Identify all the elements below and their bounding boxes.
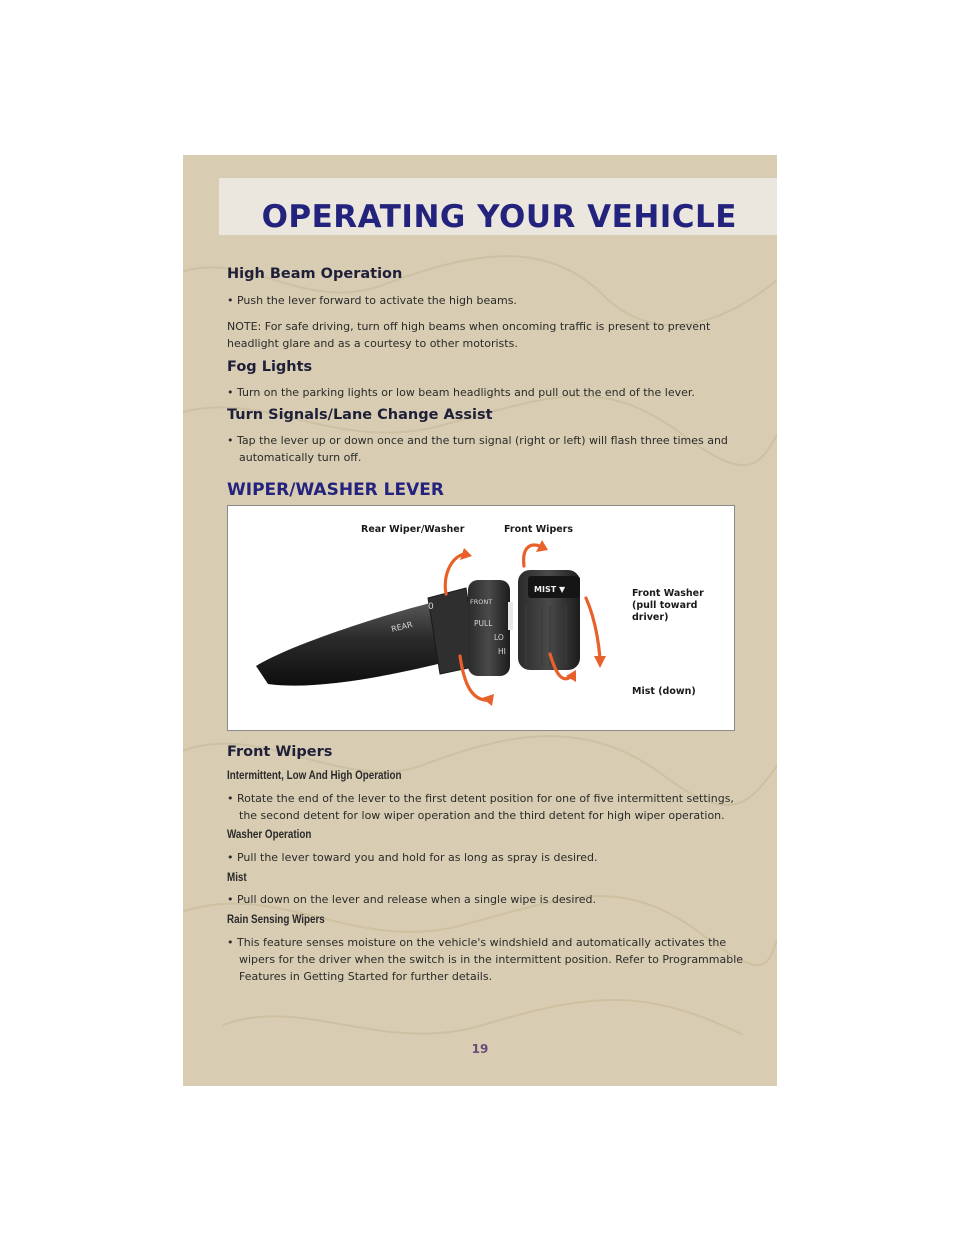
intermittent-bullet: • Rotate the end of the lever to the first detent position for one of five intermittent settings, the second detent for low wiper operation and the third detent for high wiper operation. bbox=[227, 792, 734, 822]
lever-label-pull: PULL bbox=[474, 619, 493, 628]
front-washer-knob bbox=[468, 580, 510, 676]
washer-subheading: Washer Operation bbox=[227, 827, 312, 841]
rear-wiper-arrow-up bbox=[445, 554, 464, 594]
fog-lights-bullet: • Turn on the parking lights or low beam headlights and pull out the end of the lever. bbox=[227, 386, 695, 399]
intermittent-subheading: Intermittent, Low And High Operation bbox=[227, 768, 402, 782]
front-wipers-heading: Front Wipers bbox=[227, 744, 333, 760]
lever-body bbox=[256, 601, 450, 686]
callout-front-washer-line3: driver) bbox=[632, 612, 669, 623]
wiper-washer-section-title: WIPER/WASHER LEVER bbox=[227, 480, 444, 500]
page-number: 19 bbox=[471, 1042, 489, 1056]
position-indicator bbox=[508, 602, 513, 630]
manual-page bbox=[183, 155, 777, 1086]
page-header-title: OPERATING YOUR VEHICLE bbox=[261, 199, 737, 235]
lever-label-front: FRONT bbox=[470, 598, 493, 606]
callout-front-washer bbox=[632, 588, 704, 624]
callout-mist: Mist (down) bbox=[632, 686, 696, 697]
mist-arrow-down bbox=[586, 598, 600, 658]
mist-bullet: • Pull down on the lever and release when a single wipe is desired. bbox=[227, 893, 596, 906]
callout-front-wipers: Front Wipers bbox=[504, 524, 574, 535]
lever-label-zero: 0 bbox=[428, 602, 434, 612]
lever-label-mist: MIST ▼ bbox=[534, 585, 566, 594]
lever-label-lo: LO bbox=[494, 633, 504, 642]
rain-sensing-subheading: Rain Sensing Wipers bbox=[227, 912, 325, 926]
lever-label-rear: REAR bbox=[390, 619, 414, 634]
callout-front-washer-line2: (pull toward bbox=[632, 600, 698, 611]
washer-bullet: • Pull the lever toward you and hold for as long as spray is desired. bbox=[227, 851, 598, 864]
lever-label-hi: HI bbox=[498, 647, 506, 656]
arrowhead bbox=[594, 656, 606, 668]
high-beam-note: NOTE: For safe driving, turn off high beams when oncoming traffic is present to prevent headlight glare and as a courtesy to other motorists. bbox=[227, 320, 711, 350]
high-beam-heading: High Beam Operation bbox=[227, 266, 403, 282]
turn-signals-heading: Turn Signals/Lane Change Assist bbox=[227, 407, 493, 423]
wiper-lever-figure bbox=[227, 505, 735, 731]
rain-sensing-bullet: • This feature senses moisture on the vehicle's windshield and automatically activates the wipers for the driver when the switch is in the intermittent position. Refer to Programmable Features in Getting Started for further details. bbox=[227, 936, 744, 983]
high-beam-bullet: • Push the lever forward to activate the high beams. bbox=[227, 294, 517, 307]
callout-front-washer-line1: Front Washer bbox=[632, 588, 704, 599]
arrowhead bbox=[566, 670, 576, 682]
mist-subheading: Mist bbox=[227, 870, 247, 884]
fog-lights-heading: Fog Lights bbox=[227, 359, 313, 375]
turn-signals-bullet: • Tap the lever up or down once and the turn signal (right or left) will flash three times and automatically turn off. bbox=[227, 434, 728, 464]
callout-rear-wiper-washer: Rear Wiper/Washer bbox=[361, 524, 465, 535]
front-wiper-arrow-up bbox=[524, 545, 540, 566]
